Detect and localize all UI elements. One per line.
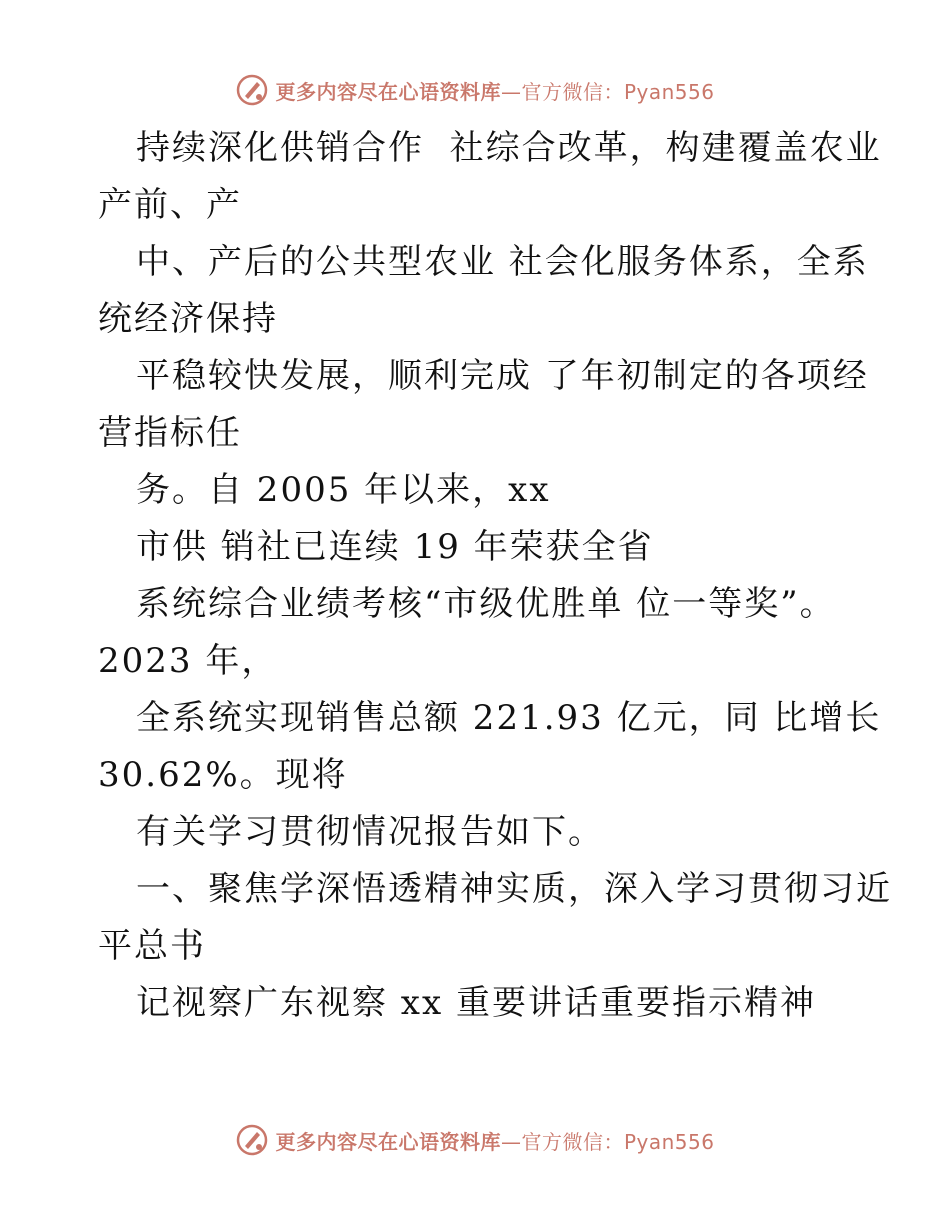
body-line: 记视察广东视察 xx 重要讲话重要指示精神 bbox=[136, 983, 816, 1023]
body-line: 营指标任 bbox=[98, 413, 242, 453]
body-line: 中、产后的公共型农业 社会化服务体系，全系 bbox=[136, 242, 869, 282]
body-line: 平总书 bbox=[98, 926, 206, 966]
body-line: 统经济保持 bbox=[98, 299, 278, 339]
body-line: 30.62%。现将 bbox=[98, 755, 348, 795]
body-line: 一、聚焦学深悟透精神实质，深入学习贯彻习近 bbox=[136, 869, 892, 909]
watermark-dash: — bbox=[500, 1129, 522, 1154]
document-body bbox=[98, 120, 892, 1032]
body-line: 全系统实现销售总额 221.93 亿元，同 比增长 bbox=[136, 698, 882, 738]
brand-logo-icon bbox=[235, 73, 269, 107]
watermark-main: 更多内容尽在心语资料库 bbox=[275, 1129, 501, 1154]
body-line: 产前、产 bbox=[98, 185, 242, 225]
header-watermark bbox=[0, 70, 950, 110]
body-line: 市供 销社已连续 19 年荣获全省 bbox=[136, 527, 654, 567]
watermark-text bbox=[275, 1126, 714, 1155]
watermark-dash: — bbox=[500, 79, 522, 104]
brand-logo-icon bbox=[235, 1123, 269, 1157]
body-line: 2023 年， bbox=[98, 641, 278, 681]
watermark-suffix: 官方微信：Pyan556 bbox=[521, 1129, 715, 1154]
watermark-text bbox=[275, 76, 714, 105]
body-line: 有关学习贯彻情况报告如下。 bbox=[136, 812, 604, 852]
watermark-suffix: 官方微信：Pyan556 bbox=[521, 79, 715, 104]
body-line: 系统综合业绩考核“市级优胜单 位一等奖”。 bbox=[136, 584, 836, 624]
watermark-main: 更多内容尽在心语资料库 bbox=[275, 79, 501, 104]
body-line: 务。自 2005 年以来，xx bbox=[136, 470, 551, 510]
body-line: 平稳较快发展，顺利完成 了年初制定的各项经 bbox=[136, 356, 869, 396]
body-line: 持续深化供销合作 社综合改革，构建覆盖农业 bbox=[136, 128, 882, 168]
footer-watermark bbox=[0, 1120, 950, 1160]
